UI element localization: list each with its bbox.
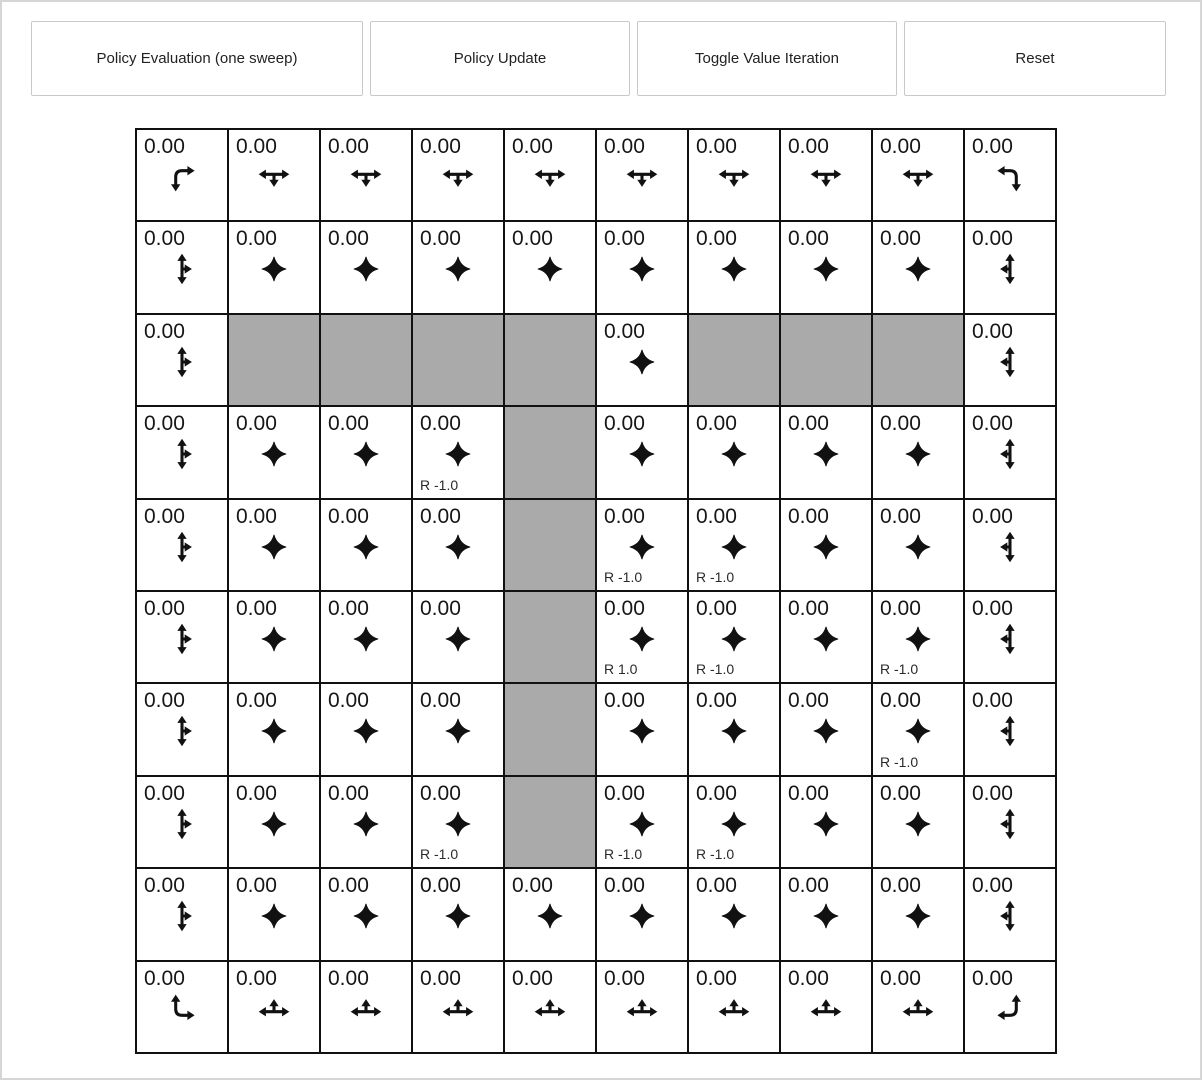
grid-cell[interactable] — [597, 592, 687, 682]
arrow-left-right-up-icon — [440, 991, 476, 1027]
arrow-up-down-left-right-icon — [716, 251, 752, 287]
grid-cell[interactable] — [781, 777, 871, 867]
grid-cell[interactable] — [689, 962, 779, 1052]
cell-value: 0.00 — [880, 966, 921, 990]
arrow-left-right-down-icon — [440, 159, 476, 195]
arrow-up-down-left-right-icon — [256, 713, 292, 749]
arrow-up-down-left-right-icon — [808, 806, 844, 842]
cell-value: 0.00 — [420, 504, 461, 528]
grid-cell[interactable] — [873, 962, 963, 1052]
grid-cell[interactable] — [781, 407, 871, 497]
cell-value: 0.00 — [328, 135, 369, 158]
arrow-up-down-left-right-icon — [348, 529, 384, 565]
grid-cell[interactable] — [137, 962, 227, 1052]
grid-cell[interactable] — [597, 962, 687, 1052]
wall-cell[interactable] — [505, 500, 595, 590]
grid-cell[interactable] — [413, 684, 503, 774]
grid-cell[interactable] — [873, 500, 963, 590]
cell-value: 0.00 — [880, 412, 921, 436]
arrow-up-down-left-right-icon — [624, 529, 660, 565]
cell-value: 0.00 — [144, 504, 185, 528]
arrow-up-down-left-icon — [992, 713, 1028, 749]
arrow-up-down-left-right-icon — [624, 806, 660, 842]
arrow-up-down-left-right-icon — [348, 713, 384, 749]
cell-value: 0.00 — [328, 781, 369, 805]
arrow-up-down-left-right-icon — [716, 529, 752, 565]
arrow-up-down-left-right-icon — [256, 621, 292, 657]
cell-value: 0.00 — [144, 412, 185, 436]
arrow-left-right-up-icon — [256, 991, 292, 1027]
cell-reward: R -1.0 — [696, 661, 735, 678]
grid-cell[interactable] — [597, 777, 687, 867]
grid-cell[interactable] — [137, 869, 227, 959]
cell-value: 0.00 — [604, 504, 645, 528]
arrow-up-down-left-right-icon — [808, 621, 844, 657]
cell-value: 0.00 — [144, 874, 185, 898]
grid-cell[interactable] — [597, 130, 687, 220]
cell-value: 0.00 — [236, 597, 277, 620]
grid-cell[interactable] — [505, 222, 595, 312]
arrow-left-right-up-icon — [716, 991, 752, 1027]
cell-value: 0.00 — [420, 966, 461, 990]
grid-cell[interactable] — [137, 684, 227, 774]
reset-button[interactable]: Reset — [904, 21, 1166, 96]
grid-cell[interactable] — [229, 407, 319, 497]
arrow-up-down-left-right-icon — [348, 898, 384, 934]
grid-cell[interactable] — [781, 962, 871, 1052]
arrow-up-down-right-icon — [164, 529, 200, 565]
wall-cell[interactable] — [505, 684, 595, 774]
cell-reward: R -1.0 — [880, 661, 919, 678]
grid-cell[interactable] — [321, 684, 411, 774]
grid-cell[interactable] — [137, 222, 227, 312]
cell-value: 0.00 — [144, 689, 185, 713]
arrow-up-down-left-right-icon — [624, 344, 660, 380]
wall-cell[interactable] — [413, 315, 503, 405]
toggle-value-iteration-button[interactable]: Toggle Value Iteration — [637, 21, 897, 96]
cell-value: 0.00 — [420, 412, 461, 436]
arrow-left-right-up-icon — [532, 991, 568, 1027]
arrow-up-down-left-right-icon — [808, 529, 844, 565]
arrow-up-down-right-icon — [164, 806, 200, 842]
arrow-down-left-icon — [992, 159, 1028, 195]
cell-value: 0.00 — [972, 135, 1013, 158]
arrow-up-down-left-right-icon — [348, 806, 384, 842]
grid-cell[interactable] — [965, 315, 1055, 405]
grid-cell[interactable] — [321, 222, 411, 312]
arrow-up-down-left-icon — [992, 251, 1028, 287]
arrow-up-down-left-right-icon — [808, 713, 844, 749]
grid-cell[interactable] — [781, 500, 871, 590]
cell-value: 0.00 — [420, 689, 461, 713]
cell-value: 0.00 — [604, 966, 645, 990]
cell-value: 0.00 — [328, 504, 369, 528]
wall-cell[interactable] — [321, 315, 411, 405]
arrow-up-down-left-right-icon — [716, 713, 752, 749]
cell-value: 0.00 — [788, 135, 829, 158]
grid-cell[interactable] — [965, 407, 1055, 497]
cell-value: 0.00 — [972, 689, 1013, 713]
grid-cell[interactable] — [597, 500, 687, 590]
grid-cell[interactable] — [965, 684, 1055, 774]
arrow-up-down-left-right-icon — [624, 621, 660, 657]
grid-cell[interactable] — [689, 592, 779, 682]
grid-cell[interactable] — [137, 407, 227, 497]
grid-cell[interactable] — [597, 315, 687, 405]
arrow-up-down-left-right-icon — [900, 713, 936, 749]
grid-cell[interactable] — [229, 592, 319, 682]
grid-cell[interactable] — [413, 130, 503, 220]
cell-value: 0.00 — [604, 135, 645, 158]
grid-cell[interactable] — [505, 869, 595, 959]
cell-value: 0.00 — [328, 227, 369, 251]
cell-value: 0.00 — [328, 689, 369, 713]
grid-cell[interactable] — [781, 684, 871, 774]
cell-value: 0.00 — [788, 227, 829, 251]
arrow-up-down-right-icon — [164, 621, 200, 657]
cell-value: 0.00 — [696, 504, 737, 528]
cell-value: 0.00 — [236, 504, 277, 528]
arrow-up-down-left-right-icon — [624, 898, 660, 934]
arrow-up-down-left-right-icon — [716, 621, 752, 657]
arrow-up-down-left-right-icon — [624, 436, 660, 472]
cell-reward: R -1.0 — [696, 569, 735, 585]
grid-cell[interactable] — [965, 869, 1055, 959]
cell-value: 0.00 — [420, 227, 461, 251]
arrow-up-down-left-right-icon — [256, 251, 292, 287]
policy-update-button[interactable]: Policy Update — [370, 21, 630, 96]
cell-value: 0.00 — [604, 227, 645, 251]
cell-value: 0.00 — [696, 689, 737, 713]
cell-reward: R -1.0 — [604, 846, 643, 863]
cell-reward: R -1.0 — [420, 476, 459, 493]
cell-value: 0.00 — [144, 966, 185, 990]
arrow-up-down-left-right-icon — [348, 621, 384, 657]
arrow-up-down-right-icon — [164, 898, 200, 934]
arrow-up-down-left-icon — [992, 806, 1028, 842]
grid-cell[interactable] — [873, 407, 963, 497]
grid-cell[interactable] — [965, 130, 1055, 220]
cell-value: 0.00 — [236, 135, 277, 158]
arrow-left-right-down-icon — [716, 159, 752, 195]
grid-cell[interactable] — [137, 777, 227, 867]
grid-cell[interactable] — [137, 592, 227, 682]
grid-cell[interactable] — [413, 407, 503, 497]
grid-cell[interactable] — [137, 315, 227, 405]
cell-value: 0.00 — [420, 597, 461, 620]
cell-value: 0.00 — [236, 874, 277, 898]
grid-cell[interactable] — [873, 592, 963, 682]
arrow-up-down-left-right-icon — [808, 251, 844, 287]
grid-cell[interactable] — [689, 869, 779, 959]
grid-cell[interactable] — [229, 777, 319, 867]
cell-value: 0.00 — [420, 874, 461, 898]
arrow-up-down-left-right-icon — [440, 251, 476, 287]
grid-cell[interactable] — [781, 222, 871, 312]
cell-value: 0.00 — [972, 504, 1013, 528]
wall-cell[interactable] — [505, 407, 595, 497]
arrow-left-right-down-icon — [624, 159, 660, 195]
cell-reward: R -1.0 — [696, 846, 735, 863]
grid-cell[interactable] — [689, 222, 779, 312]
arrow-up-down-left-right-icon — [900, 436, 936, 472]
arrow-up-down-left-right-icon — [440, 436, 476, 472]
grid-cell[interactable] — [413, 869, 503, 959]
grid-cell[interactable] — [321, 962, 411, 1052]
arrow-up-down-left-icon — [992, 344, 1028, 380]
cell-value: 0.00 — [328, 966, 369, 990]
cell-reward: R -1.0 — [880, 753, 919, 770]
cell-reward: R 1.0 — [604, 661, 638, 678]
grid-cell[interactable] — [413, 500, 503, 590]
grid-cell[interactable] — [321, 777, 411, 867]
cell-value: 0.00 — [144, 135, 185, 158]
arrow-up-down-left-icon — [992, 621, 1028, 657]
grid-cell[interactable] — [873, 777, 963, 867]
cell-value: 0.00 — [236, 412, 277, 436]
cell-value: 0.00 — [604, 597, 645, 620]
cell-value: 0.00 — [604, 689, 645, 713]
grid-cell[interactable] — [413, 962, 503, 1052]
cell-value: 0.00 — [880, 227, 921, 251]
grid-cell[interactable] — [505, 962, 595, 1052]
arrow-left-right-up-icon — [348, 991, 384, 1027]
cell-value: 0.00 — [328, 412, 369, 436]
cell-value: 0.00 — [604, 319, 645, 343]
policy-evaluation-button[interactable]: Policy Evaluation (one sweep) — [31, 21, 363, 96]
grid-cell[interactable] — [229, 130, 319, 220]
grid-cell[interactable] — [321, 500, 411, 590]
grid-cell[interactable] — [689, 130, 779, 220]
cell-value: 0.00 — [788, 966, 829, 990]
arrow-up-down-left-right-icon — [532, 898, 568, 934]
cell-value: 0.00 — [420, 135, 461, 158]
grid-cell[interactable] — [781, 130, 871, 220]
grid-cell[interactable] — [413, 222, 503, 312]
arrow-up-down-left-right-icon — [716, 436, 752, 472]
arrow-up-left-icon — [992, 991, 1028, 1027]
grid-cell[interactable] — [965, 500, 1055, 590]
grid-cell[interactable] — [965, 592, 1055, 682]
arrow-up-down-left-right-icon — [624, 713, 660, 749]
arrow-left-right-down-icon — [900, 159, 936, 195]
cell-value: 0.00 — [696, 597, 737, 620]
cell-value: 0.00 — [144, 597, 185, 620]
grid-cell[interactable] — [413, 592, 503, 682]
arrow-up-down-left-right-icon — [440, 713, 476, 749]
grid-cell[interactable] — [689, 500, 779, 590]
cell-value: 0.00 — [696, 874, 737, 898]
grid-cell[interactable] — [689, 407, 779, 497]
grid-cell[interactable] — [229, 962, 319, 1052]
grid-cell[interactable] — [597, 869, 687, 959]
cell-value: 0.00 — [696, 227, 737, 251]
arrow-up-down-left-right-icon — [348, 436, 384, 472]
cell-value: 0.00 — [144, 227, 185, 251]
cell-value: 0.00 — [788, 412, 829, 436]
grid-cell[interactable] — [873, 222, 963, 312]
grid-cell[interactable] — [965, 777, 1055, 867]
grid-cell[interactable] — [505, 130, 595, 220]
wall-cell[interactable] — [229, 315, 319, 405]
grid-cell[interactable] — [689, 684, 779, 774]
arrow-left-right-down-icon — [348, 159, 384, 195]
cell-value: 0.00 — [604, 874, 645, 898]
cell-value: 0.00 — [972, 597, 1013, 620]
cell-value: 0.00 — [972, 781, 1013, 805]
cell-value: 0.00 — [236, 227, 277, 251]
cell-value: 0.00 — [880, 689, 921, 713]
arrow-up-down-left-right-icon — [808, 436, 844, 472]
cell-value: 0.00 — [972, 412, 1013, 436]
arrow-up-down-left-icon — [992, 898, 1028, 934]
cell-value: 0.00 — [328, 874, 369, 898]
arrow-up-down-left-right-icon — [624, 251, 660, 287]
cell-value: 0.00 — [788, 504, 829, 528]
cell-value: 0.00 — [788, 781, 829, 805]
cell-value: 0.00 — [972, 966, 1013, 990]
grid-cell[interactable] — [597, 222, 687, 312]
cell-value: 0.00 — [696, 412, 737, 436]
cell-value: 0.00 — [144, 319, 185, 343]
cell-value: 0.00 — [236, 781, 277, 805]
arrow-up-down-left-right-icon — [440, 806, 476, 842]
cell-value: 0.00 — [696, 781, 737, 805]
cell-value: 0.00 — [144, 781, 185, 805]
arrow-left-right-up-icon — [808, 991, 844, 1027]
cell-value: 0.00 — [512, 966, 553, 990]
cell-reward: R -1.0 — [420, 846, 459, 863]
toolbar — [31, 21, 1167, 96]
arrow-left-right-up-icon — [624, 991, 660, 1027]
arrow-up-down-left-right-icon — [900, 529, 936, 565]
arrow-left-right-down-icon — [256, 159, 292, 195]
grid-cell[interactable] — [229, 869, 319, 959]
wall-cell[interactable] — [873, 315, 963, 405]
grid-cell[interactable] — [965, 962, 1055, 1052]
grid-cell[interactable] — [781, 869, 871, 959]
arrow-up-down-left-right-icon — [348, 251, 384, 287]
cell-value: 0.00 — [512, 135, 553, 158]
cell-value: 0.00 — [788, 689, 829, 713]
cell-value: 0.00 — [604, 781, 645, 805]
cell-value: 0.00 — [880, 874, 921, 898]
grid-cell[interactable] — [873, 869, 963, 959]
cell-value: 0.00 — [604, 412, 645, 436]
grid-cell[interactable] — [321, 407, 411, 497]
arrow-up-down-left-right-icon — [716, 806, 752, 842]
arrow-up-down-left-right-icon — [440, 529, 476, 565]
arrow-up-down-left-right-icon — [440, 898, 476, 934]
arrow-up-down-left-right-icon — [716, 898, 752, 934]
cell-value: 0.00 — [512, 227, 553, 251]
arrow-up-down-left-right-icon — [900, 898, 936, 934]
arrow-up-down-left-right-icon — [256, 898, 292, 934]
arrow-up-down-left-right-icon — [440, 621, 476, 657]
cell-value: 0.00 — [328, 597, 369, 620]
arrow-up-down-left-right-icon — [256, 806, 292, 842]
cell-value: 0.00 — [972, 319, 1013, 343]
grid-cell[interactable] — [413, 777, 503, 867]
arrow-up-right-icon — [164, 991, 200, 1027]
cell-value: 0.00 — [788, 874, 829, 898]
cell-value: 0.00 — [972, 874, 1013, 898]
arrow-up-down-left-right-icon — [900, 806, 936, 842]
grid-cell[interactable] — [321, 869, 411, 959]
grid-cell[interactable] — [781, 592, 871, 682]
grid-cell[interactable] — [597, 684, 687, 774]
arrow-up-down-left-right-icon — [808, 898, 844, 934]
cell-reward: R -1.0 — [604, 569, 643, 585]
cell-value: 0.00 — [696, 135, 737, 158]
arrow-up-down-left-icon — [992, 436, 1028, 472]
arrow-down-right-icon — [164, 159, 200, 195]
cell-value: 0.00 — [880, 597, 921, 620]
arrow-up-down-left-icon — [992, 529, 1028, 565]
grid-cell[interactable] — [229, 500, 319, 590]
grid-cell[interactable] — [873, 684, 963, 774]
arrow-left-right-down-icon — [808, 159, 844, 195]
grid-cell[interactable] — [965, 222, 1055, 312]
gridworld-grid — [135, 128, 1057, 1054]
grid-cell[interactable] — [137, 130, 227, 220]
grid-cell[interactable] — [229, 222, 319, 312]
grid-cell[interactable] — [321, 130, 411, 220]
cell-value: 0.00 — [880, 135, 921, 158]
cell-value: 0.00 — [788, 597, 829, 620]
arrow-up-down-right-icon — [164, 251, 200, 287]
arrow-up-down-left-right-icon — [900, 621, 936, 657]
grid-cell[interactable] — [597, 407, 687, 497]
arrow-up-down-right-icon — [164, 436, 200, 472]
arrow-up-down-left-right-icon — [256, 436, 292, 472]
wall-cell[interactable] — [505, 315, 595, 405]
arrow-up-down-left-right-icon — [900, 251, 936, 287]
grid-cell[interactable] — [689, 777, 779, 867]
arrow-left-right-down-icon — [532, 159, 568, 195]
grid-cell[interactable] — [137, 500, 227, 590]
cell-value: 0.00 — [420, 781, 461, 805]
cell-value: 0.00 — [236, 966, 277, 990]
cell-value: 0.00 — [972, 227, 1013, 251]
cell-value: 0.00 — [512, 874, 553, 898]
wall-cell[interactable] — [505, 777, 595, 867]
wall-cell[interactable] — [689, 315, 779, 405]
arrow-up-down-right-icon — [164, 713, 200, 749]
wall-cell[interactable] — [781, 315, 871, 405]
cell-value: 0.00 — [880, 504, 921, 528]
arrow-up-down-left-right-icon — [256, 529, 292, 565]
cell-value: 0.00 — [880, 781, 921, 805]
arrow-up-down-left-right-icon — [532, 251, 568, 287]
arrow-up-down-right-icon — [164, 344, 200, 380]
grid-cell[interactable] — [229, 684, 319, 774]
cell-value: 0.00 — [236, 689, 277, 713]
wall-cell[interactable] — [505, 592, 595, 682]
grid-cell[interactable] — [873, 130, 963, 220]
arrow-left-right-up-icon — [900, 991, 936, 1027]
grid-cell[interactable] — [321, 592, 411, 682]
cell-value: 0.00 — [696, 966, 737, 990]
